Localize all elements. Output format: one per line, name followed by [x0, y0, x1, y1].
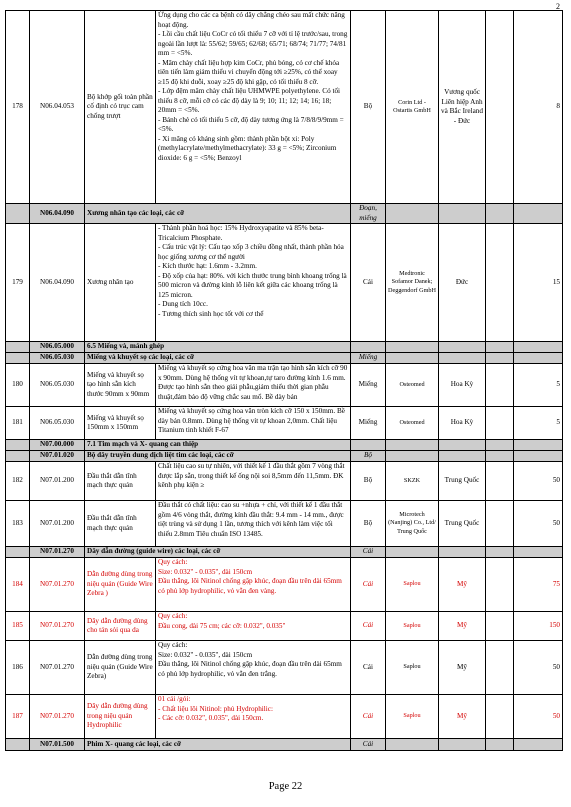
row-number: 183: [6, 501, 30, 547]
spec-line: Ứng dụng cho các ca bệnh có dây chằng chéo sau mất chức năng hoạt động.: [158, 11, 345, 29]
item-spec: [156, 224, 351, 342]
item-code: N07.00.000: [30, 440, 85, 451]
item-spec: [156, 364, 351, 407]
spec-line: - Cấu trúc vật lý: Cấu tạo xốp 3 chiều đồng nhất, thành phần hóa học giống xương cơ thể người: [158, 243, 344, 261]
item-code: N06.05.030: [30, 407, 85, 440]
unit: Cái: [351, 695, 386, 739]
table-row: [6, 224, 563, 342]
spec-line: Miếng và khuyết sọ cứng hoa văn ma trận tạo hình sẵn kích cỡ 90 x 90mm. Dùng hệ thống vít tự khoan,tự taro đường kính 1.6 mm. Được tạo hình sẵn theo giải phẫu,giảm thiểu thời gian phẫu thuật,đảm bảo độ vững chắc sau mổ. Bề dày bản: [158, 364, 348, 401]
unit: Cái: [351, 224, 386, 342]
maker: Saplou: [386, 641, 439, 695]
maker: Osteomed: [386, 407, 439, 440]
origin: Hoa Kỳ: [439, 407, 486, 440]
document-table-wrapper: [5, 10, 562, 751]
quantity: 50: [514, 462, 563, 501]
row-number: 185: [6, 612, 30, 641]
maker: Saplou: [386, 695, 439, 739]
table-row: [6, 364, 563, 407]
empty-cell: [486, 11, 514, 204]
group-title: Dây dẫn đường (guide wire) các loại, các cỡ: [85, 547, 351, 558]
empty-cell: [514, 440, 563, 451]
quantity: 15: [514, 224, 563, 342]
spec-line: - Kích thước hạt: 1.6mm - 3.2mm.: [158, 262, 257, 270]
origin-cell: [439, 204, 486, 224]
group-row: [6, 204, 563, 224]
group-row: [6, 440, 563, 451]
origin: Mỹ: [439, 695, 486, 739]
empty-cell: [514, 547, 563, 558]
row-number: 182: [6, 462, 30, 501]
group-row: [6, 739, 563, 751]
unit: [351, 440, 386, 451]
row-number: 187: [6, 695, 30, 739]
group-title: 6.5 Miếng và, mảnh ghép: [85, 342, 351, 353]
spec-line: Chất liệu cao su tự nhiên, với thiết kế 1 đầu thắt gồm 7 vòng thắt được lắp sẵn, trong thiết kế ống nội soi 8,5mm đến 11,5mm. ĐK kênh phụ kiện ≥: [158, 462, 345, 489]
spec-line: Đầu thẳng, lõi Nitinol chống gập khúc, đoạn đầu trên dài 65mm có phủ lớp hydrophilic, vỏ vằn đen trắng.: [158, 660, 342, 678]
qty-cell: [486, 342, 514, 353]
quantity: 5: [514, 407, 563, 440]
origin-cell: [439, 547, 486, 558]
item-code: N07.01.500: [30, 739, 85, 751]
table-row: [6, 407, 563, 440]
table-row: [6, 462, 563, 501]
equipment-table: [5, 10, 563, 751]
spec-line: - Thành phần hoá học: 15% Hydroxyapatite và 85% beta-Tricalcium Phosphate.: [158, 224, 324, 242]
item-code: N06.05.030: [30, 364, 85, 407]
item-code: N07.01.200: [30, 501, 85, 547]
origin: Mỹ: [439, 641, 486, 695]
empty-cell: [514, 739, 563, 751]
row-number: 184: [6, 558, 30, 612]
spec-line: - Mâm chày chất liệu hợp kim CoCr, phủ bóng, có cơ chế khóa tiên tiến làm giảm thiểu vi chuyển động tới ≥25%, có thể xoay ≥15 độ khi duỗi, xoay ≥25 độ khi gập, có tối thiểu 8 cỡ.: [158, 58, 340, 86]
item-spec: [156, 462, 351, 501]
origin-cell: [439, 440, 486, 451]
item-code: N07.01.270: [30, 641, 85, 695]
unit: [351, 342, 386, 353]
origin: Mỹ: [439, 558, 486, 612]
qty-cell: [486, 440, 514, 451]
spec-line: Size: 0.032" - 0.035", dài 150cm: [158, 567, 253, 576]
item-spec: [156, 407, 351, 440]
maker-cell: [386, 342, 439, 353]
spec-line: Đầu thẳng, lõi Nitinol chống gập khúc, đoạn đầu trên dài 65mm có phủ lớp hydrophilic, vỏ vằn đen vàng.: [158, 577, 342, 595]
maker-cell: [386, 204, 439, 224]
maker: Medtronic Sofamor Danek; Deggendorf GmbH: [386, 224, 439, 342]
group-row: [6, 342, 563, 353]
row-number: 186: [6, 641, 30, 695]
spec-line: - Dung tích 10cc.: [158, 300, 208, 308]
empty-cell: [486, 612, 514, 641]
quantity: 50: [514, 501, 563, 547]
item-code: N06.04.053: [30, 11, 85, 204]
empty-cell: [486, 641, 514, 695]
spec-line: - Xi măng có kháng sinh gồm: thành phần bột xi: Poly (methylacrylate/methylmethacrylate): 33 g = <5%; Zirconium dioxide: 6 g = <5%; Benzoyl: [158, 134, 337, 162]
group-row: [6, 547, 563, 558]
page-number: Page 22: [268, 781, 303, 792]
item-spec: [156, 612, 351, 641]
table-row: [6, 612, 563, 641]
origin-cell: [439, 739, 486, 751]
unit: Bộ: [351, 451, 386, 462]
maker: SKZK: [386, 462, 439, 501]
group-title: 7.1 Tim mạch và X- quang can thiệp: [85, 440, 351, 451]
item-code: N06.04.090: [30, 204, 85, 224]
unit: Đoạn, miếng: [351, 204, 386, 224]
quantity: 5: [514, 364, 563, 407]
spec-line: - Độ xốp của hạt: 80%. với kích thước trung bình khoang trống là 500 micron và đường kính lỗ liên kết giữa các khoang trống là 125 micron.: [158, 271, 347, 299]
item-name: Dây dẫn đường dùng trong niệu quản Hydrophilic: [85, 695, 156, 739]
maker: Osteomed: [386, 364, 439, 407]
item-spec: [156, 11, 351, 204]
quantity: 75: [514, 558, 563, 612]
item-name: Đầu thắt dẫn tĩnh mạch thực quản: [85, 462, 156, 501]
maker-cell: [386, 739, 439, 751]
spec-line: - Chất liệu lõi Nitinol: phủ Hydrophilic:: [158, 704, 273, 713]
item-code: N07.01.270: [30, 558, 85, 612]
origin: Vương quốc Liên hiệp Anh và Bắc Ireland - Đức: [439, 11, 486, 204]
item-name: Xương nhân tạo: [85, 224, 156, 342]
empty-cell: [486, 695, 514, 739]
spec-line: 01 cái /gói:: [158, 695, 191, 703]
item-name: Dẫn đường dùng trong niệu quản (Guide Wire Zebra): [85, 641, 156, 695]
empty-cell: [6, 440, 30, 451]
empty-cell: [486, 462, 514, 501]
empty-cell: [6, 451, 30, 462]
qty-cell: [486, 547, 514, 558]
item-code: N06.04.090: [30, 224, 85, 342]
empty-cell: [6, 204, 30, 224]
item-code: N07.01.200: [30, 462, 85, 501]
table-row: [6, 11, 563, 204]
group-row: [6, 353, 563, 364]
origin: Đức: [439, 224, 486, 342]
empty-cell: [6, 353, 30, 364]
qty-cell: [486, 451, 514, 462]
empty-cell: [514, 204, 563, 224]
empty-cell: [486, 501, 514, 547]
maker-cell: [386, 353, 439, 364]
unit: Bộ: [351, 462, 386, 501]
item-code: N07.01.270: [30, 547, 85, 558]
table-row: [6, 641, 563, 695]
origin-cell: [439, 342, 486, 353]
row-number: 180: [6, 364, 30, 407]
quantity: 50: [514, 695, 563, 739]
origin-cell: [439, 353, 486, 364]
spec-line: Quy cách:: [158, 558, 188, 566]
item-code: N07.01.270: [30, 695, 85, 739]
empty-cell: [514, 342, 563, 353]
spec-line: Quy cách:: [158, 641, 188, 649]
spec-line: Miếng và khuyết sọ cứng hoa văn tròn kích cỡ 150 x 150mm. Bề dày bản 0.8mm. Dùng hệ thống vít tự khoan 2,0mm. Chất liệu Titanium tinh khiết F-67: [158, 407, 345, 434]
item-name: Đầu thắt dẫn tĩnh mạch thực quản: [85, 501, 156, 547]
quantity: 50: [514, 641, 563, 695]
qty-cell: [486, 353, 514, 364]
maker-cell: [386, 451, 439, 462]
item-name: Miếng và khuyết sọ tạo hình sẵn kích thước 90mm x 90mm: [85, 364, 156, 407]
item-spec: [156, 695, 351, 739]
maker: Corin Ltd - Ostartis GmbH: [386, 11, 439, 204]
item-code: N07.01.270: [30, 612, 85, 641]
unit: Cái: [351, 558, 386, 612]
table-body: [6, 11, 563, 751]
spec-line: - Lớp đệm mâm chày chất liệu UHMWPE polyethylene. Có tối thiểu 8 cỡ, mỗi cỡ có các độ dày là 9; 10; 11; 12; 14; 16; 18; 20mm = <5%.: [158, 87, 341, 114]
empty-cell: [514, 451, 563, 462]
spec-line: - Bánh chè có tối thiểu 5 cỡ, độ dày tương ứng là 7/8/8/9/9mm = <5%.: [158, 115, 344, 133]
spec-line: - Tương thích sinh học tốt với cơ thể: [158, 309, 264, 318]
item-spec: [156, 501, 351, 547]
table-row: [6, 501, 563, 547]
maker: Microtech (Nanjing) Co., Ltd/ Trung Quốc: [386, 501, 439, 547]
maker: Saplou: [386, 558, 439, 612]
empty-cell: [6, 342, 30, 353]
item-name: Bộ khớp gối toàn phần cố định có trục cam chống trượt: [85, 11, 156, 204]
empty-cell: [486, 364, 514, 407]
item-code: N06.05.000: [30, 342, 85, 353]
item-name: Dẫn đường dùng trong niệu quản (Guide Wire Zebra ): [85, 558, 156, 612]
spec-line: Đầu cong, dài 75 cm; các cỡ: 0.032", 0.035": [158, 621, 286, 630]
origin-cell: [439, 451, 486, 462]
origin: Trung Quốc: [439, 462, 486, 501]
unit: Bộ: [351, 501, 386, 547]
unit: Cái: [351, 612, 386, 641]
empty-cell: [6, 739, 30, 751]
row-number: 178: [6, 11, 30, 204]
group-row: [6, 451, 563, 462]
spec-line: Size: 0.032" - 0.035", dài 150cm: [158, 650, 253, 659]
unit: Miếng: [351, 364, 386, 407]
spec-line: Quy cách:: [158, 612, 188, 620]
row-number: 181: [6, 407, 30, 440]
item-spec: [156, 558, 351, 612]
unit: Cái: [351, 739, 386, 751]
unit: Bộ: [351, 11, 386, 204]
item-code: N07.01.020: [30, 451, 85, 462]
corner-mark: 2: [556, 2, 560, 11]
spec-line: - Các cỡ: 0.032", 0.035", dài 150cm.: [158, 714, 264, 722]
quantity: 150: [514, 612, 563, 641]
maker: Saplou: [386, 612, 439, 641]
spec-line: Đầu thắt có chất liệu: cao su +nhựa + chỉ, với thiết kế 1 đầu thắt gồm 4/6 vòng thắt, đường kính đầu thắt: 9.4 mm - 14 mm., được tiệt trùng và sử dụng 1 lần, tương thích với kênh làm việc tối thiểu 2.8mm Tiêu chuẩn ISO 13485.: [158, 501, 344, 538]
qty-cell: [486, 739, 514, 751]
maker-cell: [386, 547, 439, 558]
qty-cell: [486, 204, 514, 224]
item-code: N06.05.030: [30, 353, 85, 364]
group-title: Phim X- quang các loại, các cỡ: [85, 739, 351, 751]
unit: Cái: [351, 547, 386, 558]
origin: Trung Quốc: [439, 501, 486, 547]
group-title: Bộ dây truyền dung dịch liệt tim các loại, các cỡ: [85, 451, 351, 462]
origin: Mỹ: [439, 612, 486, 641]
empty-cell: [486, 224, 514, 342]
spec-line: - Lồi cầu chất liệu CoCr có tối thiểu 7 cỡ với tỉ lệ trước/sau, trong ngoài lần lượt là: 55/62; 59/65; 62/68; 65/71; 68/74; 71/77; 74/81 mm = <5%.: [158, 30, 348, 57]
item-name: Miếng và khuyết sọ 150mm x 150mm: [85, 407, 156, 440]
item-name: Dây dẫn đường dùng cho tán sỏi qua da: [85, 612, 156, 641]
maker-cell: [386, 440, 439, 451]
empty-cell: [486, 558, 514, 612]
item-spec: [156, 641, 351, 695]
unit: Miếng: [351, 353, 386, 364]
group-title: Miếng và khuyết sọ các loại, các cỡ: [85, 353, 351, 364]
unit: Cái: [351, 641, 386, 695]
unit: Miếng: [351, 407, 386, 440]
quantity: 8: [514, 11, 563, 204]
empty-cell: [514, 353, 563, 364]
empty-cell: [6, 547, 30, 558]
origin: Hoa Kỳ: [439, 364, 486, 407]
table-row: [6, 695, 563, 739]
group-title: Xương nhân tạo các loại, các cỡ: [85, 204, 351, 224]
table-row: [6, 558, 563, 612]
empty-cell: [486, 407, 514, 440]
row-number: 179: [6, 224, 30, 342]
